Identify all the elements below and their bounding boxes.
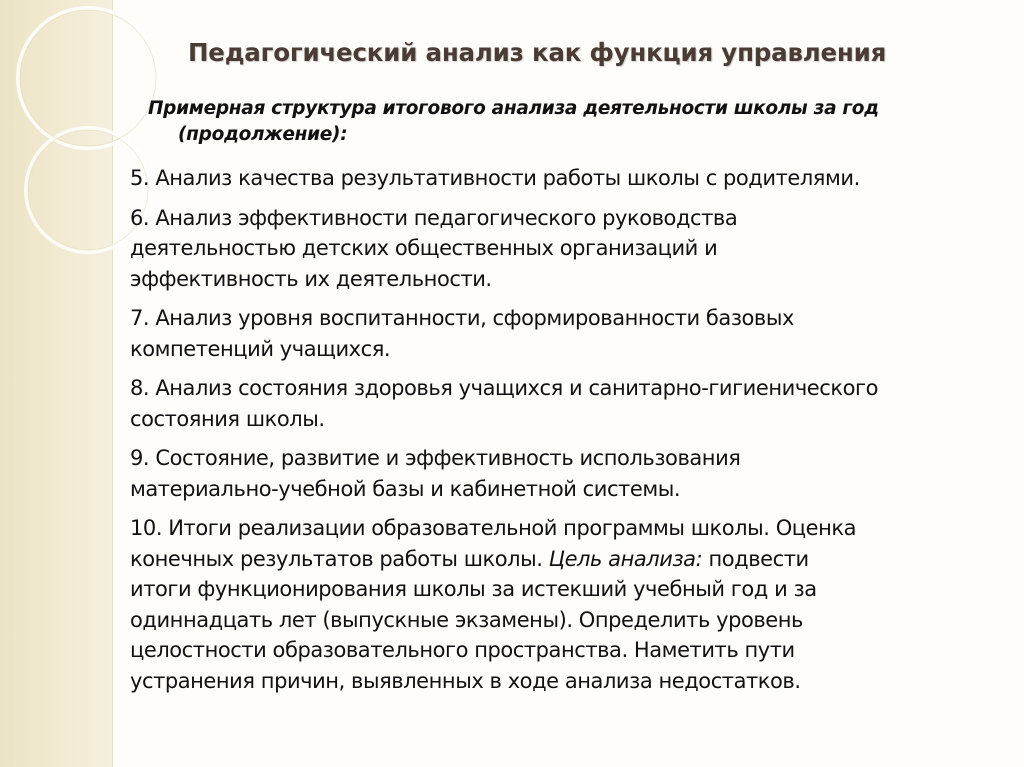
item-line: 8. Анализ состояния здоровья учащихся и санитарно-гигиенического bbox=[130, 376, 878, 400]
item-line: итоги функционирования школы за истекший учебный год и за bbox=[130, 577, 817, 601]
page-title: Педагогический анализ как функция управления bbox=[188, 38, 887, 67]
item-line: 6. Анализ эффективности педагогического руководства bbox=[130, 205, 738, 230]
list-item-10 bbox=[130, 513, 1000, 696]
item-line: компетенций учащихся. bbox=[130, 336, 391, 361]
subtitle bbox=[148, 96, 998, 148]
item-line: 9. Состояние, развитие и эффективность использования bbox=[130, 446, 741, 470]
item-line: деятельностью детских общественных организаций и bbox=[130, 236, 718, 260]
list-item bbox=[130, 163, 1000, 194]
item-line: целостности образовательного пространства. Наметить пути bbox=[130, 638, 795, 662]
items-list bbox=[130, 163, 1000, 705]
item-line: одиннадцать лет (выпускные экзамены). Определить уровень bbox=[130, 607, 803, 632]
item-text: подвести bbox=[708, 546, 809, 571]
item-line: эффективность их деятельности. bbox=[130, 266, 492, 291]
item-line: материально-учебной базы и кабинетной системы. bbox=[130, 476, 681, 501]
item-text: конечных результатов работы школы. bbox=[130, 546, 543, 571]
list-item bbox=[130, 303, 1000, 364]
goal-label: Цель анализа: bbox=[548, 546, 703, 571]
item-line: 5. Анализ качества результативности работы школы с родителями. bbox=[130, 166, 860, 190]
item-line: 10. Итоги реализации образовательной программы школы. Оценка bbox=[130, 516, 857, 540]
list-item bbox=[130, 443, 1000, 504]
item-line bbox=[130, 544, 1000, 575]
subtitle-line1: Примерная структура итогового анализа деятельности школы за год bbox=[148, 98, 879, 119]
item-line: устранения причин, выявленных в ходе анализа недостатков. bbox=[130, 668, 801, 693]
list-item bbox=[130, 373, 1000, 434]
item-line: 7. Анализ уровня воспитанности, сформированности базовых bbox=[130, 306, 794, 330]
list-item bbox=[130, 203, 1000, 295]
subtitle-line2: (продолжение): bbox=[178, 124, 348, 145]
item-line: состояния школы. bbox=[130, 406, 325, 431]
